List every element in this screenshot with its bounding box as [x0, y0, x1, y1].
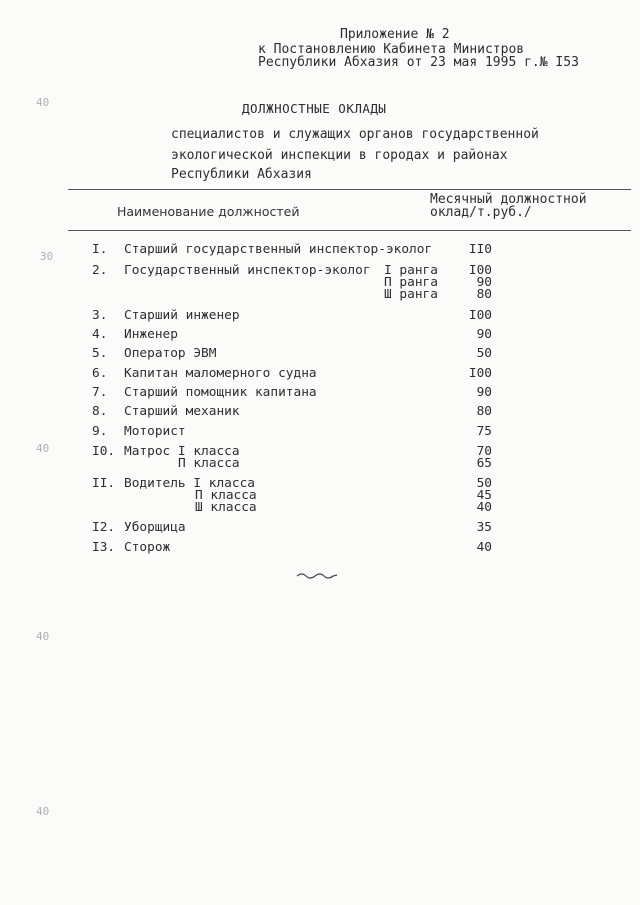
table-row-salary: 80: [476, 287, 492, 302]
appendix-number: Приложение № 2: [340, 27, 450, 42]
table-row-salary: 80: [476, 404, 492, 419]
table-row-salary: 35: [476, 520, 492, 535]
table-row-salary: 75: [476, 424, 492, 439]
decree-reference-line-1: к Постановлению Кабинета Министров: [258, 42, 525, 57]
table-row-number: 3.: [92, 308, 108, 323]
table-row-position: Матрос I класса: [124, 444, 240, 459]
table-row-salary: 40: [476, 500, 492, 515]
table-row-salary: I00: [468, 263, 492, 278]
margin-mark: 30: [40, 250, 54, 263]
table-row-number: I0.: [92, 444, 116, 459]
margin-mark: 40: [36, 96, 50, 109]
table-row-number: II.: [92, 476, 116, 491]
table-row-salary: 90: [476, 275, 492, 290]
table-row-salary: 65: [476, 456, 492, 471]
table-row-position: Уборщица: [124, 520, 186, 535]
table-row-number: 4.: [92, 327, 108, 342]
table-row-salary: 45: [476, 488, 492, 503]
column-header-position: Наименование должностей: [117, 204, 300, 219]
table-row-position: Моторист: [124, 424, 186, 439]
table-row-number: 9.: [92, 424, 108, 439]
table-row-position: Оператор ЭВМ: [124, 346, 217, 361]
table-row-position: Старший механик: [124, 404, 240, 419]
table-row-position: П класса: [178, 456, 240, 471]
table-row-salary: 50: [476, 346, 492, 361]
subtitle-line-2: экологической инспекции в городах и районах: [171, 148, 508, 163]
table-row-number: 7.: [92, 385, 108, 400]
table-row-number: I.: [92, 242, 108, 257]
table-row-salary: 50: [476, 476, 492, 491]
table-row-salary: I00: [468, 308, 492, 323]
table-row-grade: Ш ранга: [384, 287, 438, 302]
table-row-position: Ш класса: [195, 500, 257, 515]
subtitle-line-3: Республики Абхазия: [171, 167, 312, 182]
table-row-position: Государственный инспектор-эколог: [124, 263, 371, 278]
table-row-position: Сторож: [124, 540, 171, 555]
margin-mark: 40: [36, 442, 50, 455]
table-row-position: Водитель I класса: [124, 476, 255, 491]
table-row-salary: II0: [468, 242, 492, 257]
table-row-salary: I00: [468, 366, 492, 381]
table-row-position: Старший помощник капитана: [124, 385, 317, 400]
document-title: ДОЛЖНОСТНЫЕ ОКЛАДЫ: [242, 101, 387, 116]
table-header-rule: [68, 230, 631, 231]
margin-mark: 40: [36, 630, 50, 643]
table-row-number: 2.: [92, 263, 108, 278]
column-header-salary-line-2: оклад/т.руб./: [430, 205, 532, 220]
decree-reference-line-2: Республики Абхазия от 23 мая 1995 г.№ I53: [258, 55, 579, 70]
table-row-salary: 40: [476, 540, 492, 555]
table-row-number: 8.: [92, 404, 108, 419]
table-row-position: Старший государственный инспектор-эколог: [124, 242, 433, 257]
column-header-salary-line-1: Месячный должностной: [430, 192, 587, 207]
table-row-position: Капитан маломерного судна: [124, 366, 317, 381]
table-row-position: Инженер: [124, 327, 178, 342]
margin-mark: 40: [36, 805, 50, 818]
table-row-number: 6.: [92, 366, 108, 381]
table-row-number: I3.: [92, 540, 116, 555]
table-row-number: I2.: [92, 520, 116, 535]
table-row-salary: 90: [476, 385, 492, 400]
table-row-grade: I ранга: [384, 263, 438, 278]
table-row-number: 5.: [92, 346, 108, 361]
table-top-rule: [68, 189, 631, 190]
table-row-grade: П ранга: [384, 275, 438, 290]
table-row-position: Старший инженер: [124, 308, 240, 323]
end-squiggle-mark: [296, 570, 338, 580]
subtitle-line-1: специалистов и служащих органов государственной: [171, 127, 539, 142]
table-row-salary: 70: [476, 444, 492, 459]
table-row-position: П класса: [195, 488, 257, 503]
table-row-salary: 90: [476, 327, 492, 342]
